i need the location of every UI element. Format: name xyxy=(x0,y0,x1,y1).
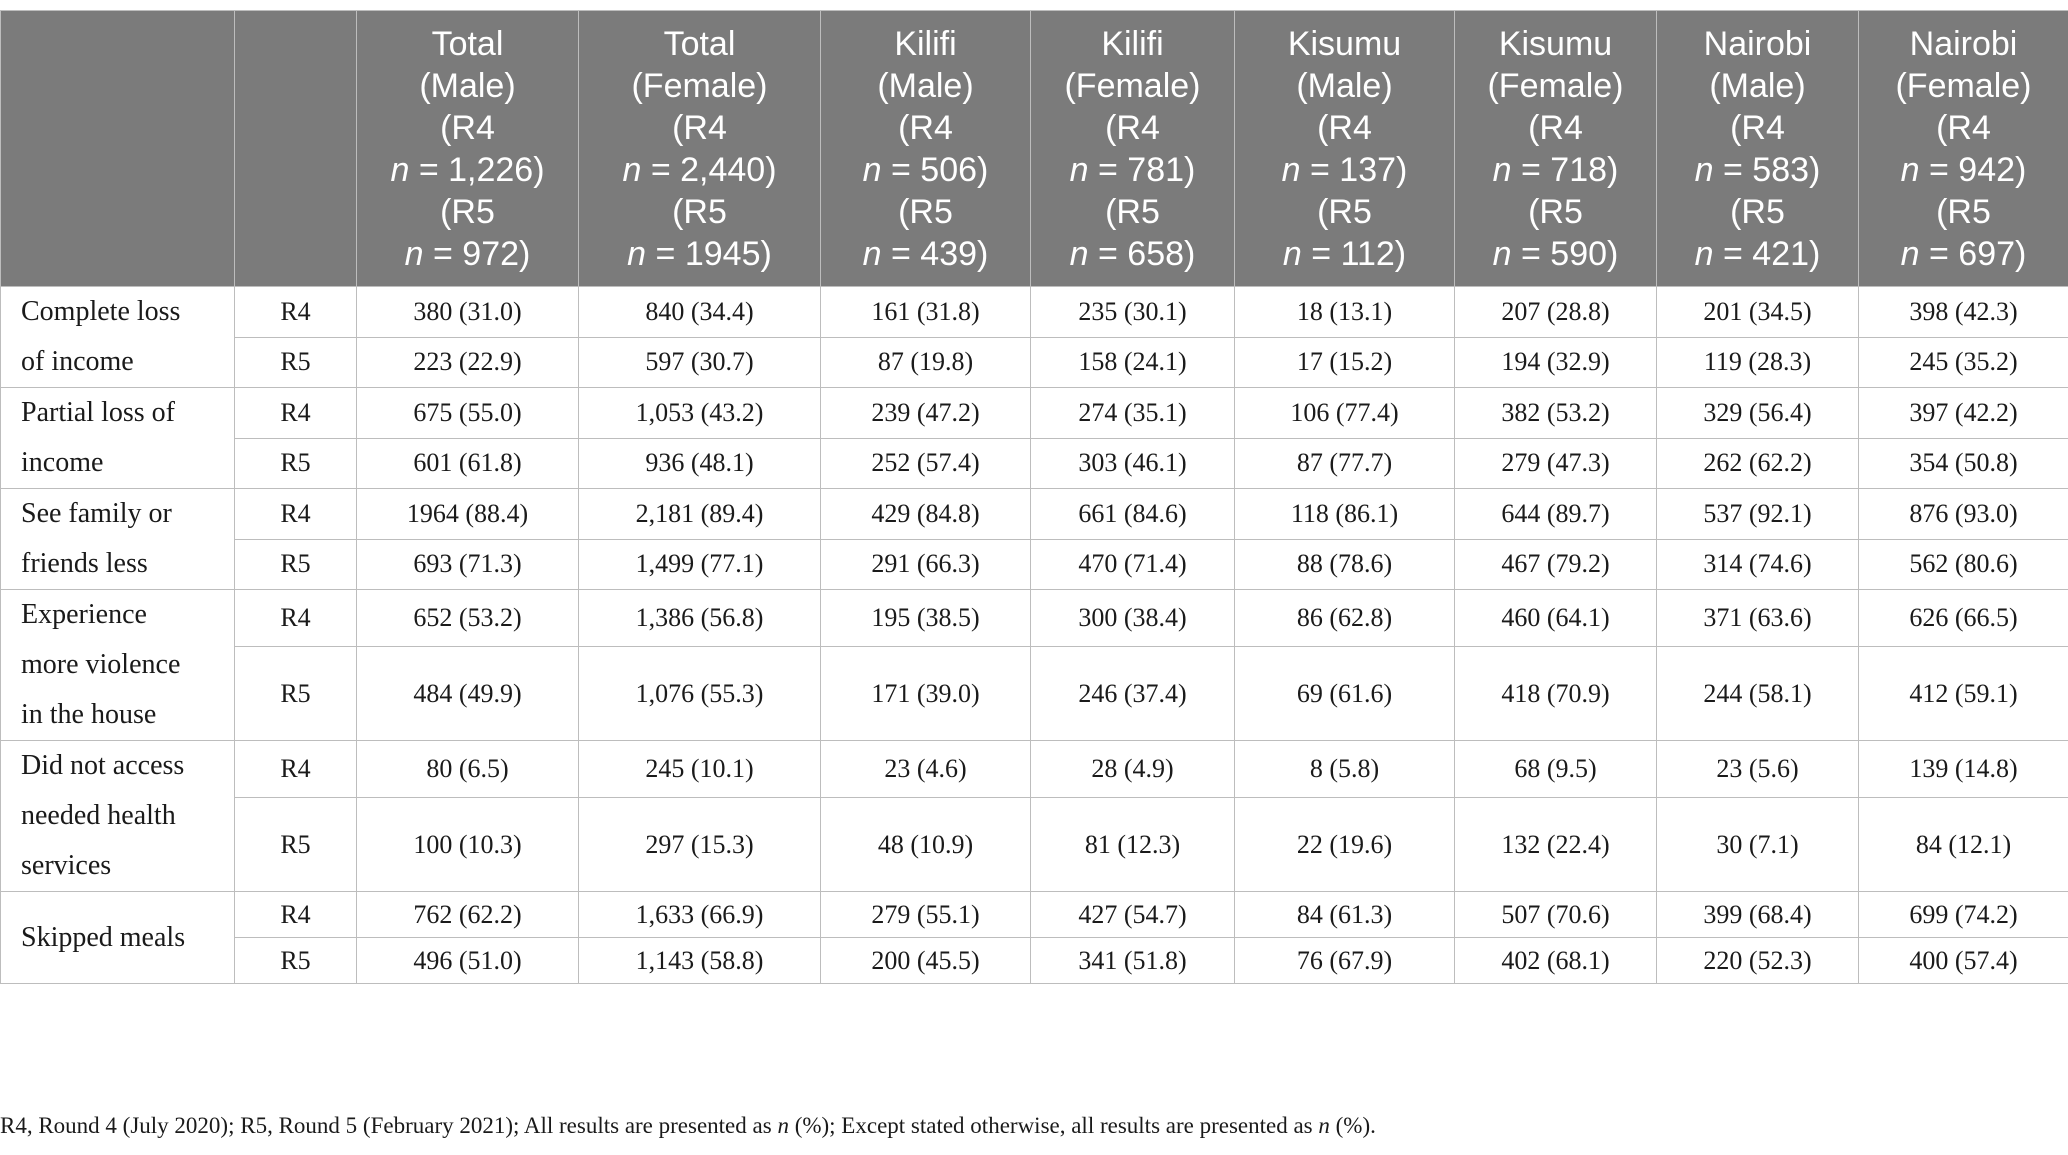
column-header-r5-label: (R5 xyxy=(440,192,495,231)
data-cell: 876 (93.0) xyxy=(1859,489,2068,540)
data-cell: 161 (31.8) xyxy=(821,287,1031,338)
round-label: R4 xyxy=(235,892,357,938)
data-cell: 48 (10.9) xyxy=(821,798,1031,892)
data-cell: 1964 (88.4) xyxy=(357,489,579,540)
data-cell: 601 (61.8) xyxy=(357,438,579,489)
data-cell: 195 (38.5) xyxy=(821,590,1031,647)
round-label: R4 xyxy=(235,590,357,647)
data-cell: 402 (68.1) xyxy=(1455,938,1657,984)
data-cell: 496 (51.0) xyxy=(357,938,579,984)
r5-sample-size: = 1945) xyxy=(655,234,772,273)
footnote-n-symbol-2: n xyxy=(1318,1113,1330,1138)
n-symbol: n xyxy=(1694,234,1714,273)
data-cell: 28 (4.9) xyxy=(1031,741,1235,798)
table-row xyxy=(1,741,2068,798)
r4-sample-size: = 781) xyxy=(1098,150,1196,189)
data-cell: 18 (13.1) xyxy=(1235,287,1455,338)
header-row xyxy=(1,11,2068,287)
table-header xyxy=(1,11,2068,287)
data-cell: 300 (38.4) xyxy=(1031,590,1235,647)
row-category-label xyxy=(1,489,235,590)
r4-sample-size: = 718) xyxy=(1521,150,1619,189)
data-cell: 661 (84.6) xyxy=(1031,489,1235,540)
data-cell: 644 (89.7) xyxy=(1455,489,1657,540)
data-cell: 354 (50.8) xyxy=(1859,438,2068,489)
column-header-r5-label: (R5 xyxy=(1105,192,1160,231)
r5-sample-size: = 658) xyxy=(1098,234,1196,273)
header-blank-round xyxy=(235,11,357,287)
column-header-r4-n xyxy=(821,149,1030,191)
n-symbol: n xyxy=(627,234,647,273)
row-category-label xyxy=(1,590,235,741)
data-cell: 87 (77.7) xyxy=(1235,438,1455,489)
data-cell: 194 (32.9) xyxy=(1455,337,1657,388)
footnote-n-symbol-1: n xyxy=(777,1113,789,1138)
n-symbol: n xyxy=(862,150,882,189)
data-cell: 23 (4.6) xyxy=(821,741,1031,798)
data-cell: 297 (15.3) xyxy=(579,798,821,892)
data-cell: 119 (28.3) xyxy=(1657,337,1859,388)
data-cell: 118 (86.1) xyxy=(1235,489,1455,540)
column-header-line: (Male) xyxy=(419,66,516,105)
column-header-line: (Male) xyxy=(1296,66,1393,105)
column-header-line: (Female) xyxy=(631,66,768,105)
data-cell: 279 (47.3) xyxy=(1455,438,1657,489)
row-category-line: income xyxy=(21,447,104,478)
n-symbol: n xyxy=(1900,234,1920,273)
column-header-r5-label: (R5 xyxy=(1936,192,1991,231)
data-cell: 23 (5.6) xyxy=(1657,741,1859,798)
data-cell: 507 (70.6) xyxy=(1455,892,1657,938)
data-cell: 30 (7.1) xyxy=(1657,798,1859,892)
data-cell: 693 (71.3) xyxy=(357,539,579,590)
data-cell: 291 (66.3) xyxy=(821,539,1031,590)
r4-sample-size: = 1,226) xyxy=(418,150,545,189)
round-label: R5 xyxy=(235,438,357,489)
column-header xyxy=(1859,11,2068,287)
data-cell: 303 (46.1) xyxy=(1031,438,1235,489)
data-cell: 2,181 (89.4) xyxy=(579,489,821,540)
n-symbol: n xyxy=(1282,234,1302,273)
data-cell: 397 (42.2) xyxy=(1859,388,2068,439)
data-cell: 470 (71.4) xyxy=(1031,539,1235,590)
row-category-line: Skipped meals xyxy=(21,921,186,953)
table-row xyxy=(1,798,2068,892)
data-cell: 17 (15.2) xyxy=(1235,337,1455,388)
data-cell: 8 (5.8) xyxy=(1235,741,1455,798)
column-header-line: (R4 xyxy=(898,108,953,147)
column-header-r5-label: (R5 xyxy=(898,192,953,231)
column-header-r5-label: (R5 xyxy=(1528,192,1583,231)
row-category-line: Complete loss xyxy=(21,296,181,327)
r4-sample-size: = 583) xyxy=(1723,150,1821,189)
data-cell: 139 (14.8) xyxy=(1859,741,2068,798)
row-category-line: more violence xyxy=(21,649,181,680)
round-label: R5 xyxy=(235,938,357,984)
row-category-line: Did not access xyxy=(21,750,185,781)
n-symbol: n xyxy=(1492,150,1512,189)
column-header-r4-n xyxy=(1235,149,1454,191)
column-header-line: (Male) xyxy=(877,66,974,105)
data-cell: 235 (30.1) xyxy=(1031,287,1235,338)
table-body xyxy=(1,287,2068,984)
r5-sample-size: = 421) xyxy=(1723,234,1821,273)
column-header xyxy=(357,11,579,287)
column-header-r5-n xyxy=(821,233,1030,275)
row-category-line: Partial loss of xyxy=(21,397,175,428)
column-header-line: (R4 xyxy=(1317,108,1372,147)
data-cell: 171 (39.0) xyxy=(821,647,1031,741)
footnote-part1: R4, Round 4 (July 2020); R5, Round 5 (February 2021); All results are presented as xyxy=(0,1113,778,1138)
column-header xyxy=(579,11,821,287)
n-symbol: n xyxy=(1492,234,1512,273)
data-cell: 100 (10.3) xyxy=(357,798,579,892)
column-header-line: Total xyxy=(663,24,736,63)
r5-sample-size: = 972) xyxy=(433,234,531,273)
data-cell: 936 (48.1) xyxy=(579,438,821,489)
data-cell: 84 (61.3) xyxy=(1235,892,1455,938)
table-row xyxy=(1,489,2068,540)
r5-sample-size: = 697) xyxy=(1929,234,2027,273)
data-cell: 262 (62.2) xyxy=(1657,438,1859,489)
r4-sample-size: = 2,440) xyxy=(650,150,777,189)
data-cell: 1,633 (66.9) xyxy=(579,892,821,938)
data-cell: 1,076 (55.3) xyxy=(579,647,821,741)
data-cell: 429 (84.8) xyxy=(821,489,1031,540)
table-row xyxy=(1,539,2068,590)
column-header-line: (R4 xyxy=(1105,108,1160,147)
data-cell: 84 (12.1) xyxy=(1859,798,2068,892)
column-header-r5-label: (R5 xyxy=(1317,192,1372,231)
data-cell: 329 (56.4) xyxy=(1657,388,1859,439)
column-header xyxy=(1235,11,1455,287)
results-table-container xyxy=(0,10,2068,984)
data-cell: 87 (19.8) xyxy=(821,337,1031,388)
row-category-line: See family or xyxy=(21,498,172,529)
data-cell: 675 (55.0) xyxy=(357,388,579,439)
row-category-label xyxy=(1,388,235,489)
data-cell: 371 (63.6) xyxy=(1657,590,1859,647)
data-cell: 537 (92.1) xyxy=(1657,489,1859,540)
r5-sample-size: = 590) xyxy=(1521,234,1619,273)
n-symbol: n xyxy=(622,150,642,189)
row-category-label xyxy=(1,741,235,892)
column-header-line: (Male) xyxy=(1709,66,1806,105)
column-header xyxy=(1657,11,1859,287)
column-header xyxy=(1031,11,1235,287)
data-cell: 1,143 (58.8) xyxy=(579,938,821,984)
column-header-line: Kilifi xyxy=(894,24,957,63)
column-header-line: Nairobi xyxy=(1703,24,1812,63)
column-header-line: (R4 xyxy=(440,108,495,147)
column-header-r5-n xyxy=(1235,233,1454,275)
table-row xyxy=(1,287,2068,338)
column-header-r5-label: (R5 xyxy=(672,192,727,231)
row-category-line: of income xyxy=(21,346,134,377)
data-cell: 279 (55.1) xyxy=(821,892,1031,938)
column-header-r4-n xyxy=(579,149,820,191)
column-header-line: (R4 xyxy=(1730,108,1785,147)
round-label: R4 xyxy=(235,489,357,540)
round-label: R4 xyxy=(235,388,357,439)
table-row xyxy=(1,892,2068,938)
column-header-r5-n xyxy=(1859,233,2068,275)
row-category-label xyxy=(1,892,235,984)
data-cell: 399 (68.4) xyxy=(1657,892,1859,938)
column-header-line: (Female) xyxy=(1895,66,2032,105)
data-cell: 597 (30.7) xyxy=(579,337,821,388)
data-cell: 207 (28.8) xyxy=(1455,287,1657,338)
data-cell: 68 (9.5) xyxy=(1455,741,1657,798)
round-label: R5 xyxy=(235,337,357,388)
data-cell: 400 (57.4) xyxy=(1859,938,2068,984)
column-header-line: (R4 xyxy=(1936,108,1991,147)
column-header-r5-label: (R5 xyxy=(1730,192,1785,231)
n-symbol: n xyxy=(862,234,882,273)
data-cell: 467 (79.2) xyxy=(1455,539,1657,590)
row-category-line: needed health xyxy=(21,800,176,831)
data-cell: 239 (47.2) xyxy=(821,388,1031,439)
data-cell: 244 (58.1) xyxy=(1657,647,1859,741)
footnote-part2: (%); Except stated otherwise, all results are presented as xyxy=(788,1113,1319,1138)
data-cell: 106 (77.4) xyxy=(1235,388,1455,439)
data-cell: 1,499 (77.1) xyxy=(579,539,821,590)
footnote-part3: (%). xyxy=(1329,1113,1376,1138)
data-cell: 81 (12.3) xyxy=(1031,798,1235,892)
r4-sample-size: = 942) xyxy=(1929,150,2027,189)
table-row xyxy=(1,388,2068,439)
table-row xyxy=(1,938,2068,984)
column-header-r5-n xyxy=(579,233,820,275)
data-cell: 398 (42.3) xyxy=(1859,287,2068,338)
r5-sample-size: = 439) xyxy=(891,234,989,273)
n-symbol: n xyxy=(404,234,424,273)
column-header xyxy=(1455,11,1657,287)
data-cell: 80 (6.5) xyxy=(357,741,579,798)
data-cell: 562 (80.6) xyxy=(1859,539,2068,590)
round-label: R5 xyxy=(235,798,357,892)
table-footnote xyxy=(0,1113,1376,1139)
data-cell: 246 (37.4) xyxy=(1031,647,1235,741)
data-cell: 626 (66.5) xyxy=(1859,590,2068,647)
data-cell: 220 (52.3) xyxy=(1657,938,1859,984)
data-cell: 201 (34.5) xyxy=(1657,287,1859,338)
table-row xyxy=(1,647,2068,741)
n-symbol: n xyxy=(1069,150,1089,189)
data-cell: 132 (22.4) xyxy=(1455,798,1657,892)
data-cell: 88 (78.6) xyxy=(1235,539,1455,590)
row-category-line: services xyxy=(21,850,112,881)
data-cell: 840 (34.4) xyxy=(579,287,821,338)
data-cell: 200 (45.5) xyxy=(821,938,1031,984)
row-category-label xyxy=(1,287,235,388)
table-row xyxy=(1,438,2068,489)
r4-sample-size: = 137) xyxy=(1310,150,1408,189)
data-cell: 158 (24.1) xyxy=(1031,337,1235,388)
data-cell: 699 (74.2) xyxy=(1859,892,2068,938)
n-symbol: n xyxy=(1694,150,1714,189)
column-header-line: (Female) xyxy=(1064,66,1201,105)
data-cell: 341 (51.8) xyxy=(1031,938,1235,984)
data-cell: 427 (54.7) xyxy=(1031,892,1235,938)
column-header-r5-n xyxy=(1455,233,1656,275)
r5-sample-size: = 112) xyxy=(1311,234,1407,273)
row-category-line: friends less xyxy=(21,548,148,579)
data-cell: 762 (62.2) xyxy=(357,892,579,938)
round-label: R5 xyxy=(235,539,357,590)
column-header-r4-n xyxy=(1657,149,1858,191)
data-cell: 380 (31.0) xyxy=(357,287,579,338)
header-blank-category xyxy=(1,11,235,287)
n-symbol: n xyxy=(1281,150,1301,189)
column-header-r5-n xyxy=(357,233,578,275)
table-row xyxy=(1,590,2068,647)
column-header-line: (R4 xyxy=(1528,108,1583,147)
data-cell: 86 (62.8) xyxy=(1235,590,1455,647)
data-cell: 245 (10.1) xyxy=(579,741,821,798)
column-header-line: (Female) xyxy=(1487,66,1624,105)
data-cell: 460 (64.1) xyxy=(1455,590,1657,647)
data-cell: 76 (67.9) xyxy=(1235,938,1455,984)
n-symbol: n xyxy=(390,150,410,189)
data-cell: 69 (61.6) xyxy=(1235,647,1455,741)
n-symbol: n xyxy=(1900,150,1920,189)
r4-sample-size: = 506) xyxy=(891,150,989,189)
results-table xyxy=(0,10,2068,984)
round-label: R4 xyxy=(235,741,357,798)
data-cell: 652 (53.2) xyxy=(357,590,579,647)
data-cell: 418 (70.9) xyxy=(1455,647,1657,741)
column-header-line: Kisumu xyxy=(1498,24,1613,63)
table-row xyxy=(1,337,2068,388)
data-cell: 484 (49.9) xyxy=(357,647,579,741)
round-label: R4 xyxy=(235,287,357,338)
column-header-r5-n xyxy=(1657,233,1858,275)
n-symbol: n xyxy=(1069,234,1089,273)
row-category-line: in the house xyxy=(21,699,157,730)
column-header-line: Kilifi xyxy=(1101,24,1164,63)
data-cell: 274 (35.1) xyxy=(1031,388,1235,439)
column-header-r4-n xyxy=(357,149,578,191)
data-cell: 1,386 (56.8) xyxy=(579,590,821,647)
data-cell: 382 (53.2) xyxy=(1455,388,1657,439)
column-header-line: Nairobi xyxy=(1909,24,2018,63)
data-cell: 245 (35.2) xyxy=(1859,337,2068,388)
round-label: R5 xyxy=(235,647,357,741)
column-header-r5-n xyxy=(1031,233,1234,275)
data-cell: 1,053 (43.2) xyxy=(579,388,821,439)
row-category-line: Experience xyxy=(21,599,147,630)
data-cell: 22 (19.6) xyxy=(1235,798,1455,892)
data-cell: 252 (57.4) xyxy=(821,438,1031,489)
data-cell: 223 (22.9) xyxy=(357,337,579,388)
column-header-line: Total xyxy=(431,24,504,63)
data-cell: 314 (74.6) xyxy=(1657,539,1859,590)
column-header-line: Kisumu xyxy=(1287,24,1402,63)
column-header-r4-n xyxy=(1455,149,1656,191)
column-header-r4-n xyxy=(1031,149,1234,191)
column-header xyxy=(821,11,1031,287)
column-header-r4-n xyxy=(1859,149,2068,191)
column-header-line: (R4 xyxy=(672,108,727,147)
data-cell: 412 (59.1) xyxy=(1859,647,2068,741)
